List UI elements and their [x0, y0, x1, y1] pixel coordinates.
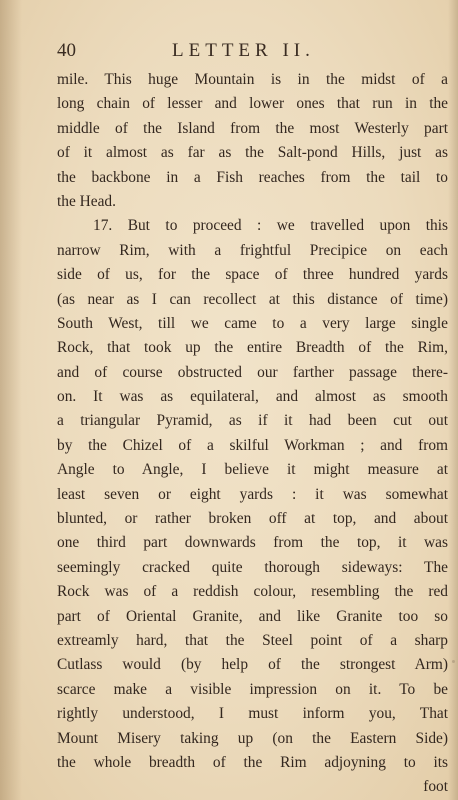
- text-line: part of Oriental Granite, and like Granite too so: [57, 607, 448, 625]
- text-line: Rock was of a reddish colour, resembling the red: [57, 583, 448, 601]
- text-line: by the Chizel of a skilful Workman ; and from: [57, 436, 448, 454]
- text-line: long chain of lesser and lower ones that run in the: [57, 95, 448, 113]
- text-line: and of course obstructed our farther passage there-: [57, 363, 448, 381]
- text-line: a triangular Pyramid, as if it had been cut out: [57, 412, 448, 430]
- page-number: 40: [57, 40, 76, 61]
- text-line: least seven or eight yards : it was somewhat: [57, 485, 448, 503]
- text-line: narrow Rim, with a frightful Precipice on each: [57, 241, 448, 259]
- text-line: on. It was as equilateral, and almost as smooth: [57, 388, 448, 406]
- text-line: one third part downwards from the top, it was: [57, 534, 448, 552]
- text-line: the backbone in a Fish reaches from the tail to: [57, 168, 448, 186]
- text-line: of it almost as far as the Salt-pond Hills, just as: [57, 144, 448, 162]
- gutter-shadow: [0, 0, 22, 800]
- text-line: side of us, for the space of three hundred yards: [57, 266, 448, 284]
- text-line: the Head.: [57, 192, 116, 210]
- text-line: (as near as I can recollect at this distance of time): [57, 290, 448, 308]
- text-line: South West, till we came to a very large single: [57, 314, 448, 332]
- text-line: Cutlass would (by help of the strongest Arm): [57, 656, 448, 674]
- text-line: blunted, or rather broken off at top, and about: [57, 510, 448, 528]
- text-line: scarce make a visible impression on it. To be: [57, 680, 448, 698]
- text-line: the whole breadth of the Rim adjoyning to its: [57, 753, 448, 771]
- running-head: LETTER II.: [172, 40, 315, 61]
- text-line: middle of the Island from the most Westerly part: [57, 119, 448, 137]
- text-line: extreamly hard, that the Steel point of a sharp: [57, 631, 448, 649]
- text-line: rightly understood, I must inform you, That: [57, 705, 448, 723]
- text-line: Rock, that took up the entire Breadth of the Rim,: [57, 339, 448, 357]
- page-header: [57, 40, 447, 64]
- page-edge-shadow: [448, 0, 458, 800]
- body-text: [57, 68, 448, 800]
- paragraph-start-line: 17. But to proceed : we travelled upon this: [93, 217, 448, 235]
- text-line: Mount Misery taking up (on the Eastern Side): [57, 729, 448, 747]
- catchword: foot: [423, 778, 448, 796]
- margin-mark: [452, 660, 455, 663]
- text-line: Angle to Angle, I believe it might measure at: [57, 461, 448, 479]
- text-line: seemingly cracked quite thorough sideways: The: [57, 558, 448, 576]
- text-line: mile. This huge Mountain is in the midst of a: [57, 71, 448, 88]
